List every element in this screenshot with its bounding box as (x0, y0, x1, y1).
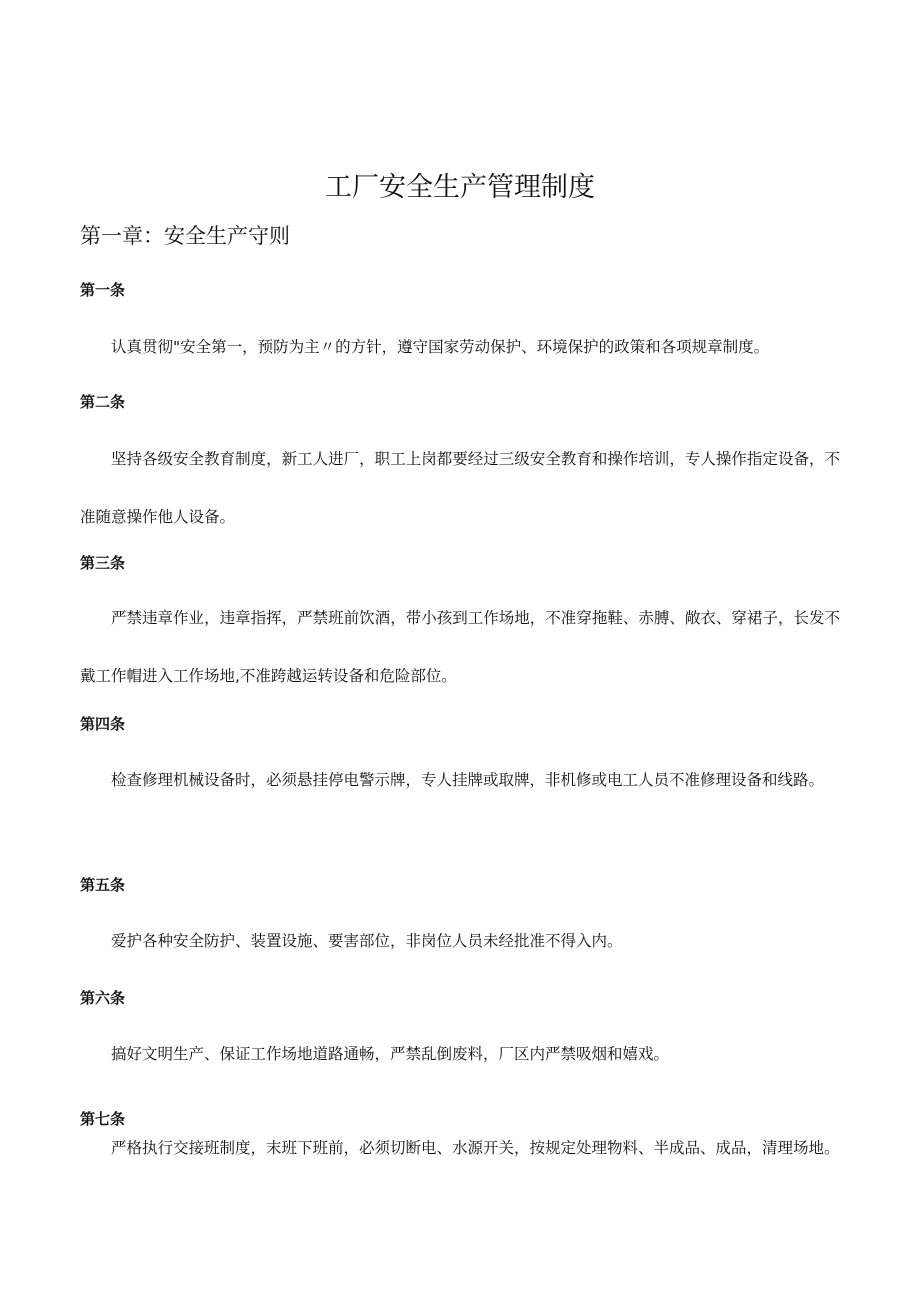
article-7-heading: 第七条 (80, 1110, 126, 1128)
article-3-text: 严禁违章作业，违章指挥，严禁班前饮酒，带小孩到工作场地，不准穿拖鞋、赤膊、敞衣、穿裙子，长发不戴工作帽进入工作场地,不准跨越运转设备和危险部位。 (80, 609, 840, 685)
article-4-heading: 第四条 (80, 715, 126, 733)
article-7-text: 严格执行交接班制度，末班下班前，必须切断电、水源开关，按规定处理物料、半成品、成品，清理场地。 (111, 1139, 840, 1157)
document-title: 工厂安全生产管理制度 (325, 172, 595, 203)
article-6-heading: 第六条 (80, 989, 126, 1007)
article-1-text: 认真贯彻"安全第一，预防为主〃的方针，遵守国家劳动保护、环境保护的政策和各项规章制度。 (111, 338, 770, 356)
article-5-text: 爱护各种安全防护、装置设施、要害部位，非岗位人员未经批准不得入内。 (111, 932, 623, 950)
chapter-heading: 第一章：安全生产守则 (80, 224, 290, 248)
article-2-text: 坚持各级安全教育制度，新工人进厂，职工上岗都要经过三级安全教育和操作培训，专人操作指定设备，不准随意操作他人设备。 (80, 450, 840, 526)
article-1-heading: 第一条 (80, 281, 126, 299)
article-4-text: 检查修理机械设备时，必须悬挂停电警示牌，专人挂牌或取牌，非机修或电工人员不准修理设备和线路。 (111, 771, 825, 789)
article-6-text: 搞好文明生产、保证工作场地道路通畅，严禁乱倒废料，厂区内严禁吸烟和嬉戏。 (111, 1045, 670, 1063)
article-5-heading: 第五条 (80, 876, 126, 894)
article-2-heading: 第二条 (80, 393, 126, 411)
article-3-heading: 第三条 (80, 554, 126, 572)
